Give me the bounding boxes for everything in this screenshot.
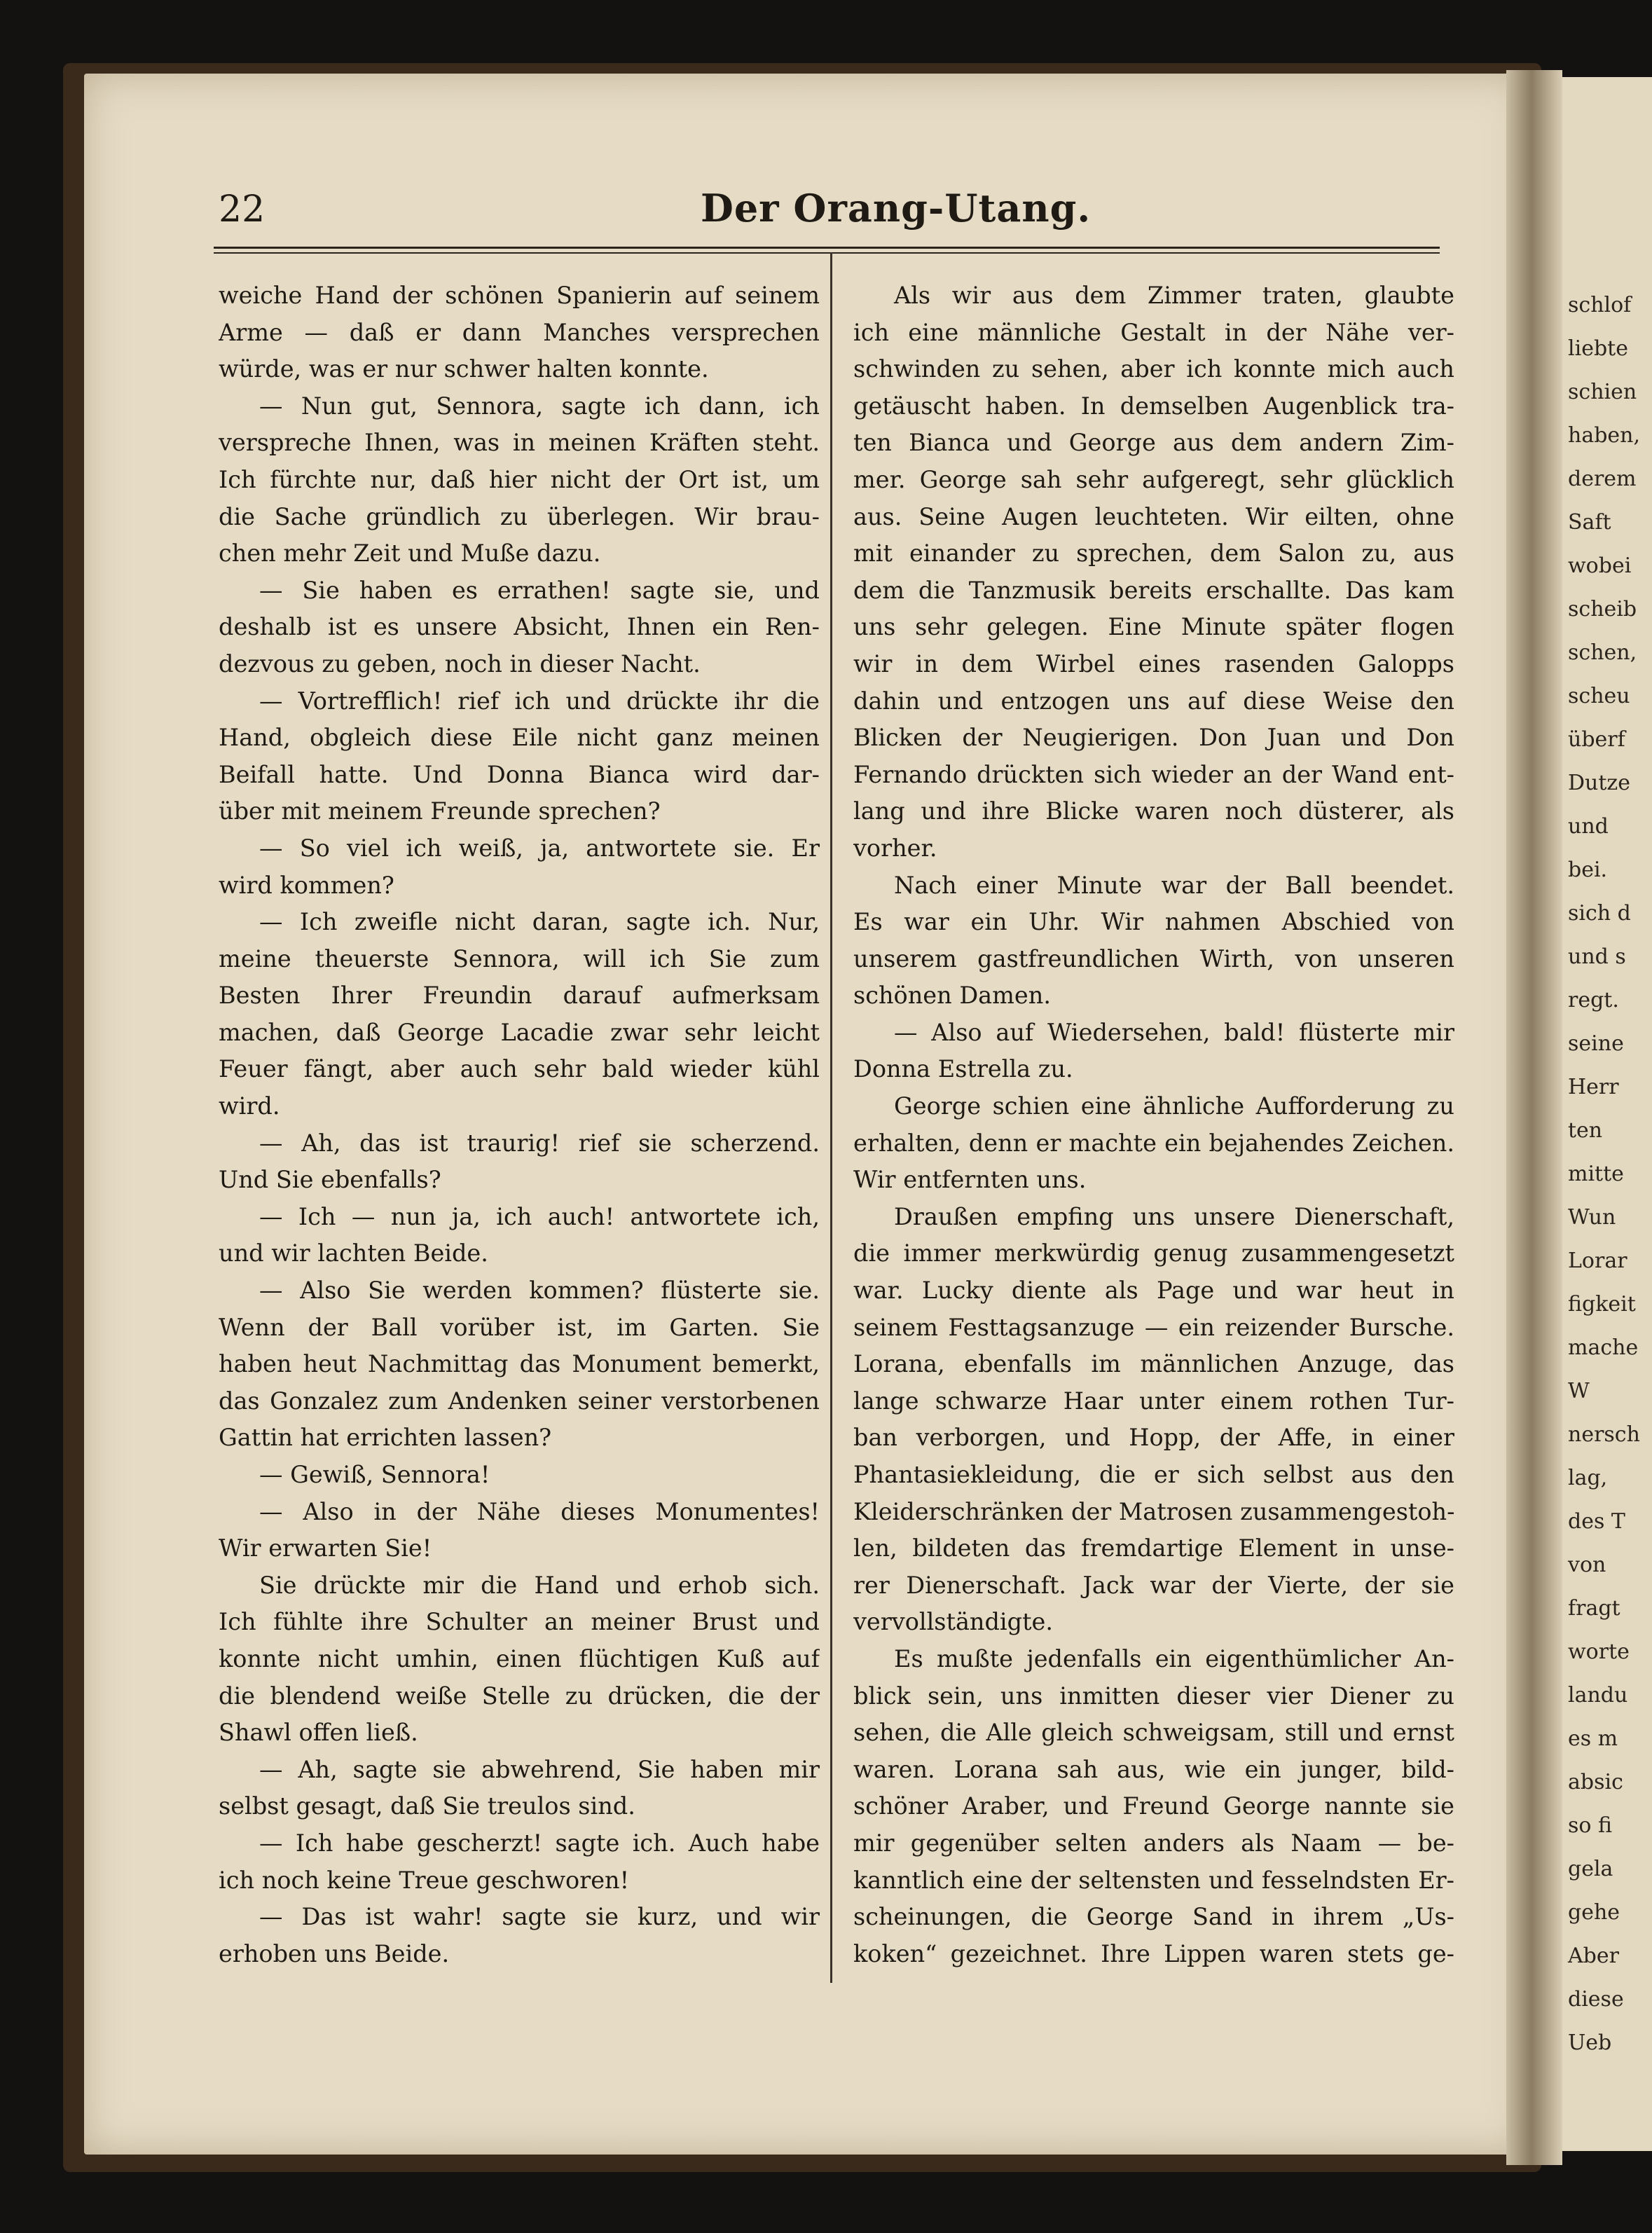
text-line: Ich fürchte nur, daß hier nicht der Ort ist, um [219,465,820,493]
text-line: ich noch keine Treue geschworen! [219,1866,630,1894]
text-line: schwinden zu sehen, aber ich konnte mich auch [853,355,1454,383]
text-line: haben heut Nachmittag das Monument bemerkt, [219,1350,820,1378]
text-line: Feuer fängt, aber auch sehr bald wieder kühl [219,1055,820,1083]
facing-page-word: worte [1568,1640,1630,1664]
text-line: Kleiderschränken der Matrosen zusammengestoh- [853,1497,1454,1525]
text-line: die Sache gründlich zu überlegen. Wir brau- [219,502,820,530]
facing-page-word: sich d [1568,901,1631,926]
text-line: wird. [219,1092,280,1120]
text-line: George schien eine ähnliche Aufforderung zu [894,1092,1454,1120]
text-line: sehen, die Alle gleich schweigsam, still und ernst [853,1719,1454,1747]
text-line: Besten Ihrer Freundin darauf aufmerksam [219,982,820,1010]
facing-page-word: wobei [1568,554,1632,578]
facing-page-word: es m [1568,1726,1618,1751]
text-line: koken“ gezeichnet. Ihre Lippen waren stets ge- [853,1939,1454,1967]
text-line: seinem Festtagsanzuge — ein reizender Bursche. [853,1313,1454,1341]
facing-page-word: so fi [1568,1813,1613,1838]
facing-page-word: bei. [1568,858,1608,882]
text-line: — Also auf Wiedersehen, bald! flüsterte mir [894,1018,1454,1046]
text-line: — Das ist wahr! sagte sie kurz, und wir [259,1903,820,1931]
text-line: schönen Damen. [853,982,1051,1010]
text-line: Beifall hatte. Und Donna Bianca wird dar- [219,760,820,788]
text-line: Nach einer Minute war der Ball beendet. [894,871,1454,899]
text-line: Es war ein Uhr. Wir nahmen Abschied von [853,908,1454,936]
text-line: — Also Sie werden kommen? flüsterte sie. [259,1277,820,1305]
text-line: Arme — daß er dann Manches versprechen [219,318,820,346]
left-text-column [219,277,820,1972]
text-line: chen mehr Zeit und Muße dazu. [219,540,601,568]
text-line: dezvous zu geben, noch in dieser Nacht. [219,650,701,678]
facing-page-word: mitte [1568,1162,1624,1186]
text-line: uns sehr gelegen. Eine Minute später flogen [853,613,1454,641]
running-title: Der Orang-Utang. [701,186,1092,231]
text-line: ten Bianca und George aus dem andern Zim- [853,429,1454,457]
text-line: deshalb ist es unsere Absicht, Ihnen ein Ren- [219,613,820,641]
text-line: lang und ihre Blicke waren noch düsterer, als [853,797,1454,825]
facing-page-word: nersch [1568,1422,1640,1447]
text-line: Hand, obgleich diese Eile nicht ganz meinen [219,724,820,752]
text-line: vervollständigte. [853,1608,1054,1636]
text-line: — Also in der Nähe dieses Monumentes! [259,1497,820,1525]
text-line: Draußen empfing uns unsere Dienerschaft, [894,1202,1454,1230]
text-line: Blicken der Neugierigen. Don Juan und Don [853,724,1454,752]
facing-page-word: mache [1568,1335,1639,1360]
facing-page-word: derem [1568,467,1637,491]
text-line: war. Lucky diente als Page und war heut in [853,1277,1454,1305]
facing-page-word: fragt [1568,1596,1620,1621]
facing-page-word: liebte [1568,336,1628,361]
facing-page-fragment [1562,77,1652,2151]
text-line: das Gonzalez zum Andenken seiner verstorbenen [219,1387,820,1415]
text-line: scheinungen, die George Sand in ihrem „Us- [853,1903,1454,1931]
book-gutter [1506,70,1562,2165]
header-rule-top [214,247,1440,249]
facing-page-word: und [1568,814,1609,839]
text-line: aus. Seine Augen leuchteten. Wir eilten, ohne [853,502,1454,530]
text-line: Als wir aus dem Zimmer traten, glaubte [894,282,1454,309]
text-line: erhalten, denn er machte ein bejahendes Zeichen. [853,1129,1454,1157]
text-line: lange schwarze Haar unter einem rothen Tur- [853,1387,1454,1415]
text-line: und wir lachten Beide. [219,1239,488,1267]
page-header [210,186,1440,242]
facing-page-word: Ueb [1568,2031,1612,2055]
text-line: blick sein, uns inmitten dieser vier Diener zu [853,1682,1454,1710]
facing-page-word: Herr [1568,1075,1619,1099]
facing-page-word: seine [1568,1031,1624,1056]
text-line: ich eine männliche Gestalt in der Nähe ver- [853,318,1454,346]
text-line: Es mußte jedenfalls ein eigenthümlicher An- [894,1644,1454,1672]
page-number: 22 [219,188,266,231]
facing-page-word: landu [1568,1683,1628,1708]
text-line: konnte nicht umhin, einen flüchtigen Kuß auf [219,1644,820,1672]
facing-page-word: schien [1568,380,1637,404]
text-line: mit einander zu sprechen, dem Salon zu, aus [853,540,1454,568]
text-line: — Gewiß, Sennora! [259,1461,490,1488]
text-line: Wir erwarten Sie! [219,1534,432,1562]
text-line: kanntlich eine der seltensten und fesselndsten Er- [853,1866,1454,1894]
facing-page-word: schen, [1568,640,1637,665]
text-line: — Ah, sagte sie abwehrend, Sie haben mir [259,1755,820,1783]
text-line: über mit meinem Freunde sprechen? [219,797,661,825]
facing-page-word: des T [1568,1509,1625,1534]
text-line: — Ich zweifle nicht daran, sagte ich. Nur, [259,908,820,936]
text-line: Und Sie ebenfalls? [219,1166,441,1194]
text-line: rer Dienerschaft. Jack war der Vierte, der sie [853,1571,1454,1599]
text-line: würde, was er nur schwer halten konnte. [219,355,709,383]
text-line: — Ah, das ist traurig! rief sie scherzend. [259,1129,820,1157]
facing-page-word: Wun [1568,1205,1616,1230]
text-line: getäuscht haben. In demselben Augenblick tra- [853,392,1454,420]
text-line: Shawl offen ließ. [219,1719,418,1747]
text-line: — Vortrefflich! rief ich und drückte ihr die [259,687,820,715]
text-line: Wenn der Ball vorüber ist, im Garten. Sie [219,1313,820,1341]
facing-page-word: diese [1568,1987,1624,2012]
facing-page-word: scheib [1568,597,1637,621]
text-line: dahin und entzogen uns auf diese Weise den [853,687,1454,715]
text-line: Sie drückte mir die Hand und erhob sich. [259,1571,820,1599]
facing-page-word: scheu [1568,684,1630,708]
text-line: meine theuerste Sennora, will ich Sie zum [219,944,820,973]
text-line: Phantasiekleidung, die er sich selbst aus den [853,1461,1454,1488]
text-line: len, bildeten das fremdartige Element in unse- [853,1534,1454,1562]
facing-page-word: Saft [1568,510,1611,535]
text-line: Lorana, ebenfalls im männlichen Anzuge, das [853,1350,1454,1378]
text-line: die immer merkwürdig genug zusammengesetzt [853,1239,1454,1267]
text-line: — Ich — nun ja, ich auch! antwortete ich, [259,1202,820,1230]
text-line: — Sie haben es errathen! sagte sie, und [259,576,820,604]
text-line: dem die Tanzmusik bereits erschallte. Das kam [853,576,1454,604]
text-line: mir gegenüber selten anders als Naam — be- [853,1829,1454,1857]
facing-page-word: und s [1568,944,1626,969]
text-line: schöner Araber, und Freund George nannte sie [853,1792,1454,1820]
text-line: Fernando drückten sich wieder an der Wand ent- [853,760,1454,788]
column-divider [830,252,832,1983]
facing-page-word: gehe [1568,1900,1620,1925]
text-line: verspreche Ihnen, was in meinen Kräften steht. [219,429,820,457]
right-text-column [853,277,1454,1972]
facing-page-word: regt. [1568,988,1619,1012]
text-line: vorher. [853,834,937,862]
facing-page-word: lag, [1568,1466,1608,1490]
facing-page-word: W [1568,1379,1590,1403]
facing-page-word: gela [1568,1857,1613,1881]
text-line: ban verborgen, und Hopp, der Affe, in einer [853,1424,1454,1452]
text-line: — So viel ich weiß, ja, antwortete sie. Er [259,834,820,862]
facing-page-word: haben, [1568,423,1641,448]
facing-page-word: schlof [1568,293,1632,317]
text-line: Wir entfernten uns. [853,1166,1087,1194]
text-line: Gattin hat errichten lassen? [219,1424,552,1452]
text-line: — Nun gut, Sennora, sagte ich dann, ich [259,392,820,420]
facing-page-word: absic [1568,1770,1623,1794]
text-line: die blendend weiße Stelle zu drücken, die der [219,1682,820,1710]
text-line: wird kommen? [219,871,394,899]
header-rule-bottom [214,252,1440,254]
text-line: — Ich habe gescherzt! sagte ich. Auch habe [259,1829,820,1857]
text-line: selbst gesagt, daß Sie treulos sind. [219,1792,635,1820]
facing-page-word: von [1568,1553,1606,1577]
facing-page-word: überf [1568,727,1625,752]
text-line: mer. George sah sehr aufgeregt, sehr glücklich [853,465,1454,493]
facing-page-word: Dutze [1568,771,1630,795]
facing-page-word: ten [1568,1118,1603,1143]
facing-page-word: Lorar [1568,1249,1627,1273]
text-line: Donna Estrella zu. [853,1055,1073,1083]
text-line: unserem gastfreundlichen Wirth, von unseren [853,944,1454,973]
text-line: waren. Lorana sah aus, wie ein junger, bild- [853,1755,1454,1783]
facing-page-word: Aber [1568,1944,1619,1968]
facing-page-word: figkeit [1568,1292,1636,1317]
text-line: weiche Hand der schönen Spanierin auf seinem [219,282,820,309]
text-line: wir in dem Wirbel eines rasenden Galopps [853,650,1454,678]
text-line: erhoben uns Beide. [219,1939,450,1967]
text-line: machen, daß George Lacadie zwar sehr leicht [219,1018,820,1046]
text-line: Ich fühlte ihre Schulter an meiner Brust und [219,1608,820,1636]
